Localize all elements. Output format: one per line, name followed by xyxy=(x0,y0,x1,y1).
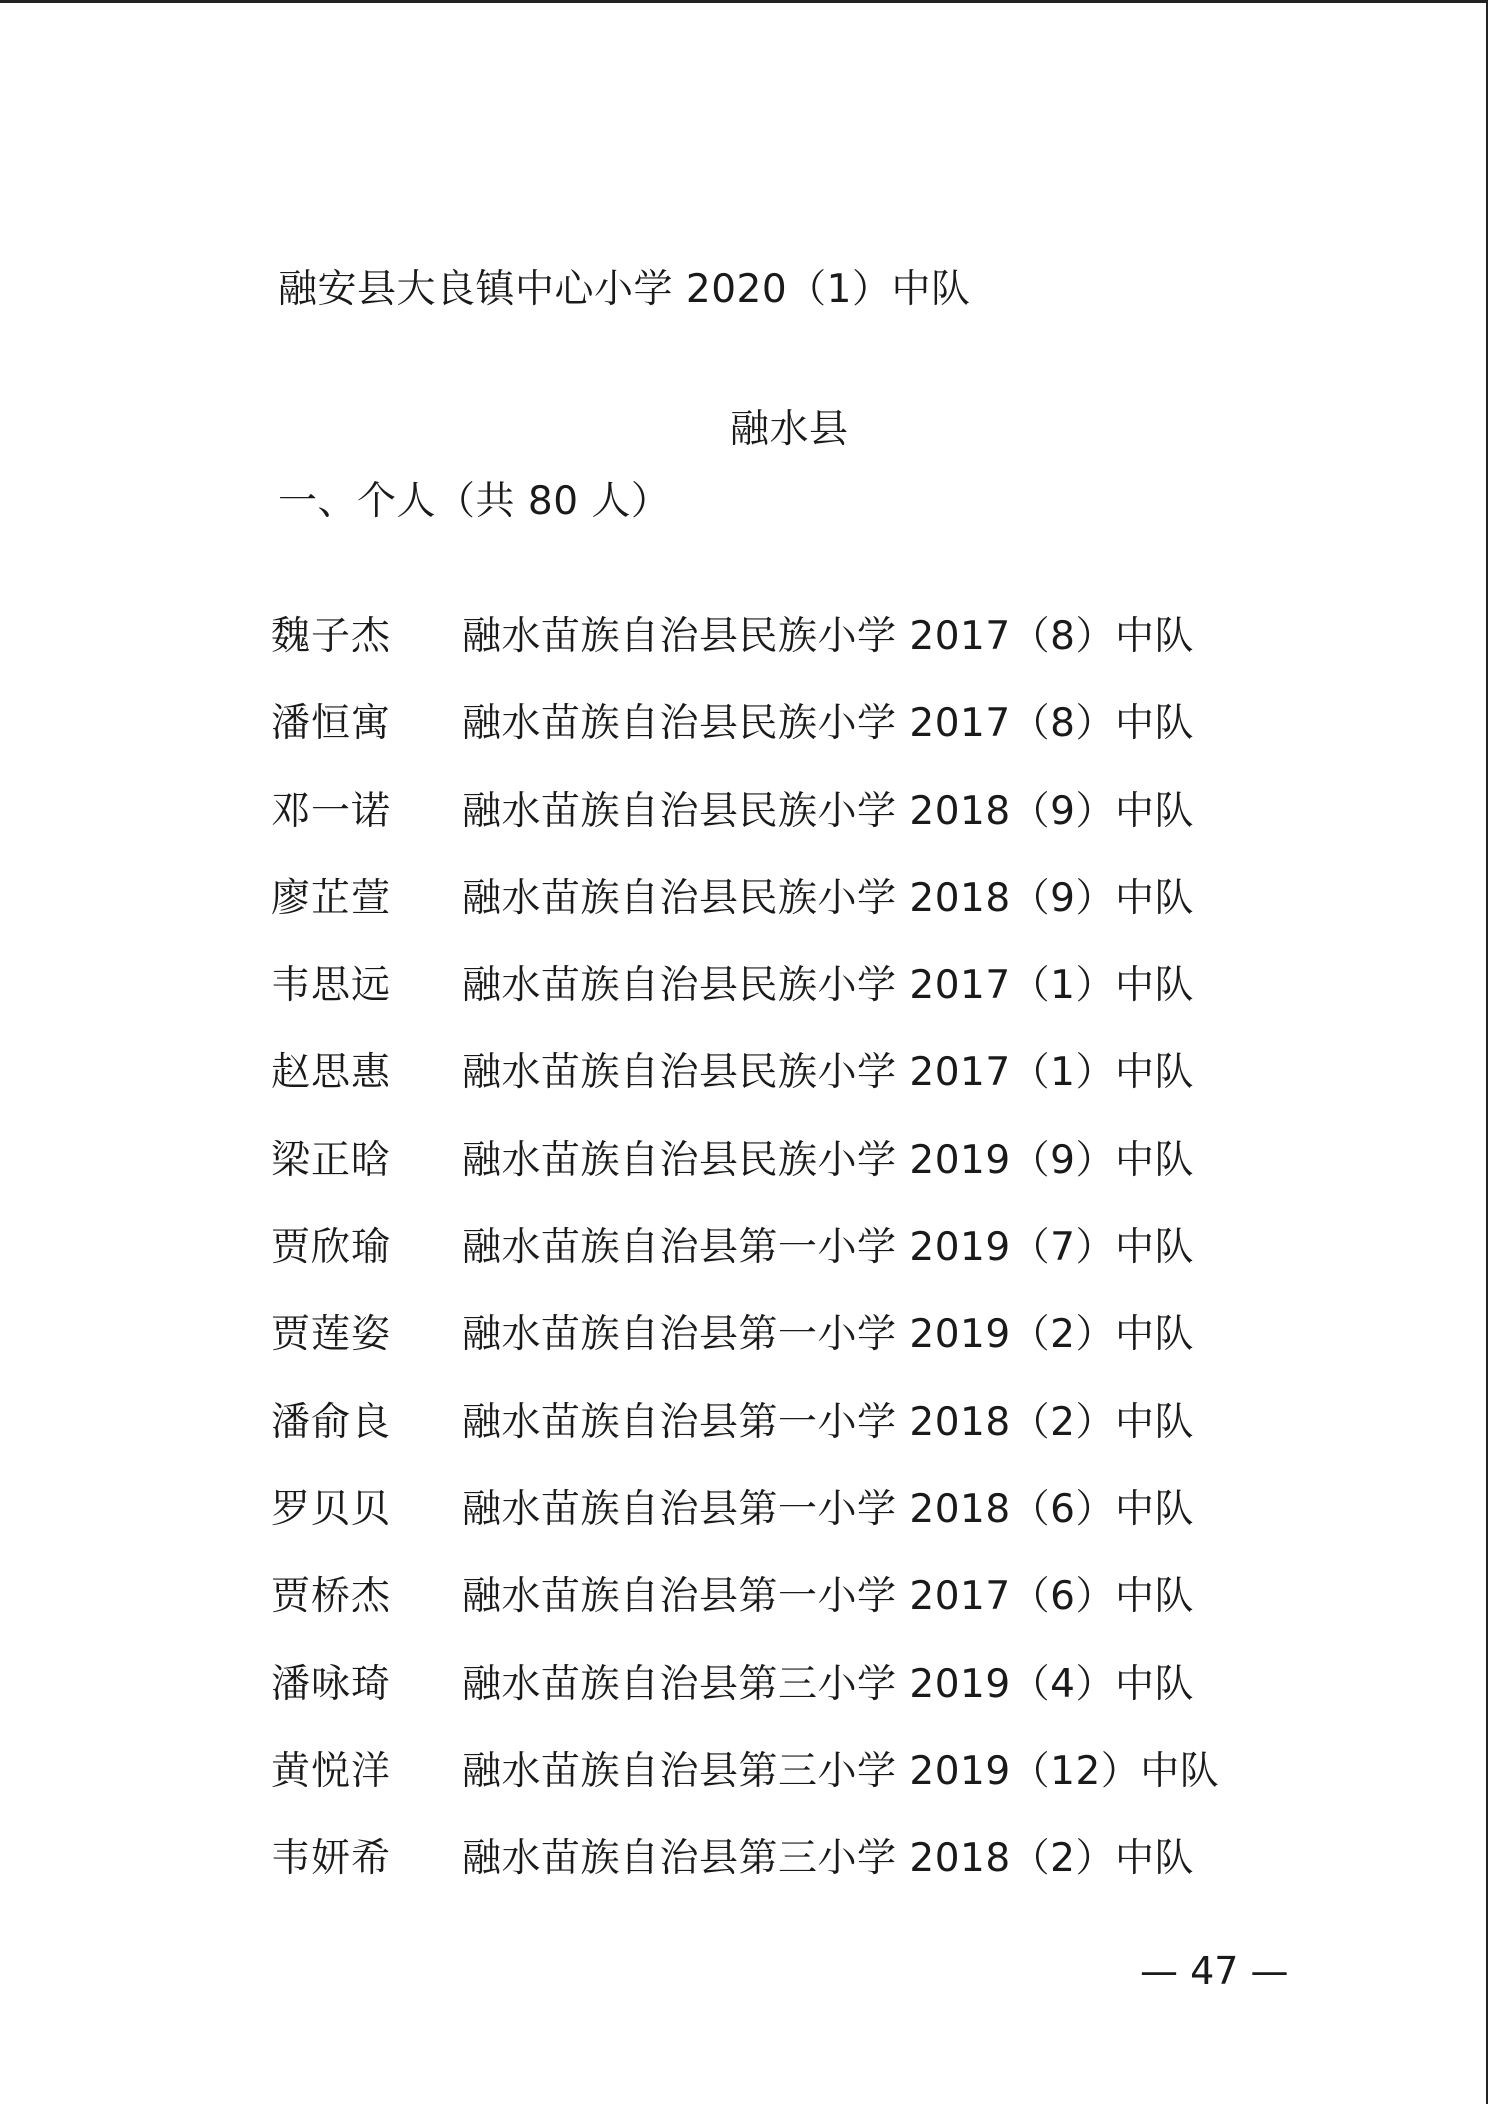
honoree-name: 梁正晗 xyxy=(271,1137,392,1183)
honoree-name: 韦思远 xyxy=(271,963,392,1009)
county-heading: 融水县 xyxy=(730,407,849,452)
honoree-name: 廖芷萱 xyxy=(271,875,392,921)
list-item xyxy=(271,1485,1271,1572)
honoree-name: 黄悦洋 xyxy=(271,1748,392,1794)
honoree-unit: 融水苗族自治县第一小学 2019（7）中队 xyxy=(462,1225,1194,1271)
honoree-unit: 融水苗族自治县民族小学 2017（1）中队 xyxy=(462,1050,1194,1096)
list-item xyxy=(271,1136,1271,1223)
list-item xyxy=(271,1398,1271,1485)
previous-entry-unit: 融安县大良镇中心小学 2020（1）中队 xyxy=(278,267,971,312)
list-item xyxy=(271,612,1271,699)
honoree-unit: 融水苗族自治县民族小学 2018（9）中队 xyxy=(462,875,1194,921)
honoree-name: 潘咏琦 xyxy=(271,1661,392,1707)
honoree-list xyxy=(271,612,1271,1921)
honoree-name: 罗贝贝 xyxy=(271,1486,392,1532)
list-item xyxy=(271,787,1271,874)
section-heading: 一、个人（共 80 人） xyxy=(278,479,671,524)
list-item xyxy=(271,699,1271,786)
honoree-unit: 融水苗族自治县第三小学 2018（2）中队 xyxy=(462,1836,1194,1882)
list-item xyxy=(271,1660,1271,1747)
honoree-name: 潘恒寓 xyxy=(271,701,392,747)
honoree-unit: 融水苗族自治县民族小学 2017（8）中队 xyxy=(462,614,1194,659)
list-item xyxy=(271,1048,1271,1135)
honoree-unit: 融水苗族自治县民族小学 2018（9）中队 xyxy=(462,788,1194,834)
list-item xyxy=(271,1310,1271,1397)
list-item xyxy=(271,961,1271,1048)
honoree-unit: 融水苗族自治县第一小学 2018（2）中队 xyxy=(462,1399,1194,1445)
honoree-unit: 融水苗族自治县民族小学 2017（1）中队 xyxy=(462,963,1194,1009)
honoree-unit: 融水苗族自治县民族小学 2017（8）中队 xyxy=(462,701,1194,747)
honoree-unit: 融水苗族自治县第一小学 2018（6）中队 xyxy=(462,1486,1194,1532)
honoree-unit: 融水苗族自治县第三小学 2019（4）中队 xyxy=(462,1661,1194,1707)
honoree-name: 贾桥杰 xyxy=(271,1574,392,1620)
honoree-name: 邓一诺 xyxy=(271,788,392,834)
honoree-name: 赵思惠 xyxy=(271,1050,392,1096)
honoree-unit: 融水苗族自治县第一小学 2019（2）中队 xyxy=(462,1312,1194,1358)
list-item xyxy=(271,1572,1271,1659)
honoree-unit: 融水苗族自治县第三小学 2019（12）中队 xyxy=(462,1748,1220,1794)
page-top-border xyxy=(0,0,1488,3)
honoree-name: 贾欣瑜 xyxy=(271,1225,392,1271)
page-number: — 47 — xyxy=(1140,1949,1289,1993)
honoree-name: 贾莲姿 xyxy=(271,1312,392,1358)
list-item xyxy=(271,874,1271,961)
list-item xyxy=(271,1747,1271,1834)
list-item xyxy=(271,1223,1271,1310)
honoree-name: 韦妍希 xyxy=(271,1836,392,1882)
honoree-name: 潘俞良 xyxy=(271,1399,392,1445)
list-item xyxy=(271,1834,1271,1921)
honoree-unit: 融水苗族自治县第一小学 2017（6）中队 xyxy=(462,1574,1194,1620)
honoree-name: 魏子杰 xyxy=(271,614,392,659)
honoree-unit: 融水苗族自治县民族小学 2019（9）中队 xyxy=(462,1137,1194,1183)
